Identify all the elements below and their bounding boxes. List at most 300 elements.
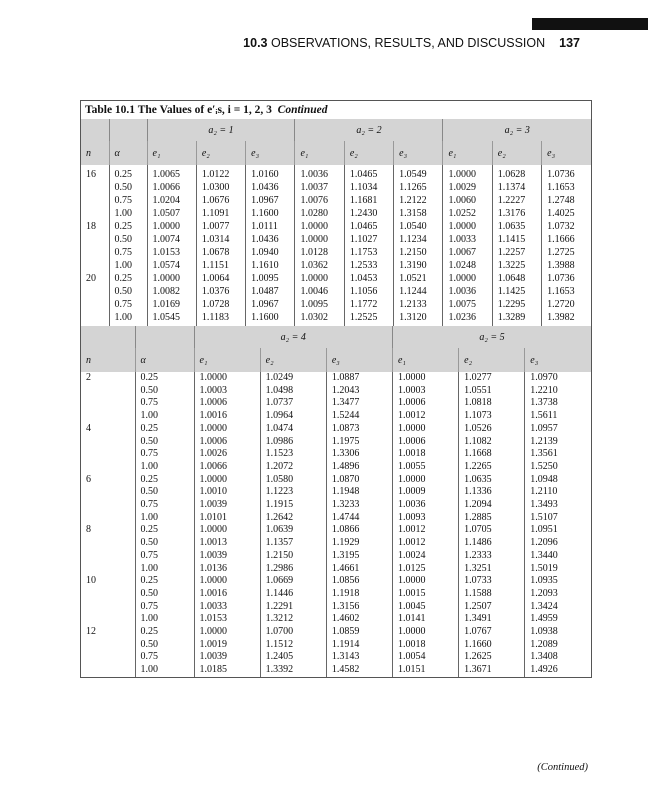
- cell-value: 1.0036: [443, 285, 492, 298]
- cell-value: 1.0075: [443, 298, 492, 311]
- cell-n: 4: [86, 422, 91, 434]
- cell-value: 1.0060: [443, 194, 492, 207]
- cell-alpha: 0.25: [135, 524, 194, 537]
- table-row: [81, 181, 591, 194]
- cell-value: 1.1512: [260, 639, 326, 652]
- cell-value: 1.5244: [326, 410, 392, 423]
- cell-value: 1.3306: [326, 448, 392, 461]
- table-row: [81, 246, 591, 259]
- cell-value: 1.0676: [196, 194, 245, 207]
- group-header: a₂ = 2: [295, 119, 443, 141]
- table-title: [81, 101, 591, 119]
- cell-alpha: 0.50: [135, 588, 194, 601]
- cell-value: 1.0054: [392, 651, 458, 664]
- column-header-e: e₃: [246, 141, 295, 165]
- cell-value: 1.2430: [344, 207, 393, 220]
- cell-value: 1.2725: [542, 246, 591, 259]
- table-row: [81, 397, 591, 410]
- cell-alpha: 0.75: [135, 499, 194, 512]
- cell-value: 1.3671: [459, 664, 525, 677]
- cell-value: 1.0526: [459, 423, 525, 436]
- cell-n: [81, 194, 109, 207]
- cell-value: 1.2405: [260, 651, 326, 664]
- cell-value: 1.2072: [260, 461, 326, 474]
- cell-value: 1.0521: [394, 272, 443, 285]
- table-row: [81, 410, 591, 423]
- cell-value: 1.0045: [392, 601, 458, 614]
- column-header-alpha: α: [135, 348, 194, 372]
- cell-alpha: 0.75: [135, 601, 194, 614]
- cell-value: 1.2986: [260, 563, 326, 576]
- cell-alpha: 0.75: [135, 448, 194, 461]
- cell-value: 1.0302: [295, 311, 344, 326]
- group-header-row: [81, 119, 591, 141]
- cell-value: 1.0436: [246, 181, 295, 194]
- table-row: [81, 285, 591, 298]
- table-row: [81, 575, 591, 588]
- cell-value: 1.0551: [459, 385, 525, 398]
- cell-value: 1.1915: [260, 499, 326, 512]
- cell-value: 1.0705: [459, 524, 525, 537]
- cell-value: 1.3156: [326, 601, 392, 614]
- cell-value: 1.1415: [492, 233, 541, 246]
- cell-value: 1.0000: [295, 272, 344, 285]
- cell-alpha: 1.00: [109, 311, 147, 326]
- cell-value: 1.0549: [394, 165, 443, 181]
- cell-alpha: 0.50: [135, 537, 194, 550]
- cell-value: 1.0574: [147, 259, 196, 272]
- cell-value: 1.0153: [147, 246, 196, 259]
- cell-value: 1.3212: [260, 613, 326, 626]
- table-row: [81, 499, 591, 512]
- cell-value: 1.3392: [260, 664, 326, 677]
- cell-value: 1.2094: [459, 499, 525, 512]
- cell-alpha: 0.50: [109, 233, 147, 246]
- cell-value: 1.0940: [246, 246, 295, 259]
- cell-value: 1.0000: [194, 524, 260, 537]
- cell-value: 1.0507: [147, 207, 196, 220]
- column-header-n: n: [81, 141, 109, 165]
- cell-alpha: 1.00: [135, 563, 194, 576]
- cell-value: 1.2133: [394, 298, 443, 311]
- cell-value: 1.0000: [443, 272, 492, 285]
- cell-alpha: 0.75: [109, 246, 147, 259]
- cell-value: 1.3225: [492, 259, 541, 272]
- cell-value: 1.0000: [147, 272, 196, 285]
- cell-value: 1.0474: [260, 423, 326, 436]
- cell-value: 1.2625: [459, 651, 525, 664]
- cell-n: [81, 563, 135, 576]
- cell-value: 1.0300: [196, 181, 245, 194]
- cell-value: 1.0635: [459, 474, 525, 487]
- table-row: [81, 259, 591, 272]
- cell-value: 1.2748: [542, 194, 591, 207]
- cell-value: 1.2139: [525, 436, 591, 449]
- cell-alpha: 0.75: [135, 651, 194, 664]
- cell-value: 1.1151: [196, 259, 245, 272]
- cell-value: 1.0737: [260, 397, 326, 410]
- cell-n: [81, 537, 135, 550]
- cell-value: 1.0000: [194, 626, 260, 639]
- cell-value: 1.0012: [392, 537, 458, 550]
- cell-value: 1.2720: [542, 298, 591, 311]
- cell-value: 1.4025: [542, 207, 591, 220]
- cell-value: 1.1772: [344, 298, 393, 311]
- cell-n: [81, 311, 109, 326]
- cell-value: 1.0280: [295, 207, 344, 220]
- cell-value: 1.0635: [492, 220, 541, 233]
- cell-value: 1.1357: [260, 537, 326, 550]
- table-row: [81, 486, 591, 499]
- cell-alpha: 0.75: [109, 298, 147, 311]
- table-frame: [80, 100, 592, 678]
- cell-value: 1.0141: [392, 613, 458, 626]
- cell-value: 1.3493: [525, 499, 591, 512]
- cell-alpha: 0.75: [135, 550, 194, 563]
- cell-value: 1.0732: [542, 220, 591, 233]
- cell-value: 1.4959: [525, 613, 591, 626]
- cell-value: 1.2525: [344, 311, 393, 326]
- cell-value: 1.1914: [326, 639, 392, 652]
- cell-value: 1.0101: [194, 512, 260, 525]
- cell-value: 1.1374: [492, 181, 541, 194]
- cell-n: 8: [86, 524, 91, 536]
- table-row: [81, 423, 591, 436]
- cell-value: 1.0465: [344, 220, 393, 233]
- table-row: [81, 233, 591, 246]
- cell-n: 10: [86, 575, 96, 587]
- cell-value: 1.0000: [194, 372, 260, 385]
- cell-value: 1.0067: [443, 246, 492, 259]
- cell-alpha: 1.00: [109, 207, 147, 220]
- cell-value: 1.1073: [459, 410, 525, 423]
- column-header-e: e₃: [525, 348, 591, 372]
- cell-alpha: 1.00: [135, 512, 194, 525]
- cell-value: 1.0006: [392, 397, 458, 410]
- table-row: [81, 220, 591, 233]
- cell-alpha: 0.75: [109, 194, 147, 207]
- cell-value: 1.0036: [392, 499, 458, 512]
- cell-value: 1.0082: [147, 285, 196, 298]
- cell-value: 1.2333: [459, 550, 525, 563]
- cell-alpha: 0.25: [135, 423, 194, 436]
- cell-value: 1.0033: [194, 601, 260, 614]
- cell-n: [81, 499, 135, 512]
- cell-value: 1.0873: [326, 423, 392, 436]
- cell-value: 1.0935: [525, 575, 591, 588]
- column-header-e: e₁: [443, 141, 492, 165]
- cell-value: 1.0000: [295, 233, 344, 246]
- cell-value: 1.0066: [194, 461, 260, 474]
- column-header-n: n: [81, 348, 135, 372]
- cell-value: 1.0074: [147, 233, 196, 246]
- cell-value: 1.0248: [443, 259, 492, 272]
- table-row: [81, 550, 591, 563]
- column-header-e: e₂: [196, 141, 245, 165]
- cell-alpha: 1.00: [135, 613, 194, 626]
- cell-value: 1.0019: [194, 639, 260, 652]
- cell-value: 1.3120: [394, 311, 443, 326]
- header-bar-decoration: [532, 18, 648, 30]
- cell-n: [81, 397, 135, 410]
- cell-alpha: 0.50: [135, 639, 194, 652]
- cell-value: 1.3561: [525, 448, 591, 461]
- cell-value: 1.4926: [525, 664, 591, 677]
- cell-value: 1.1668: [459, 448, 525, 461]
- continued-note: (Continued): [537, 762, 588, 773]
- cell-value: 1.0540: [394, 220, 443, 233]
- cell-value: 1.3982: [542, 311, 591, 326]
- blank-header: [81, 119, 109, 141]
- cell-value: 1.0036: [295, 165, 344, 181]
- cell-n: 16: [86, 169, 96, 180]
- cell-value: 1.2265: [459, 461, 525, 474]
- table-row: [81, 563, 591, 576]
- cell-n: [81, 259, 109, 272]
- cell-value: 1.1948: [326, 486, 392, 499]
- cell-value: 1.0236: [443, 311, 492, 326]
- cell-value: 1.3424: [525, 601, 591, 614]
- cell-value: 1.0185: [194, 664, 260, 677]
- cell-value: 1.0128: [295, 246, 344, 259]
- cell-value: 1.0000: [147, 220, 196, 233]
- cell-value: 1.3195: [326, 550, 392, 563]
- values-table-part1: [81, 119, 591, 326]
- cell-value: 1.0111: [246, 220, 295, 233]
- section-heading: [243, 36, 545, 50]
- cell-value: 1.0046: [295, 285, 344, 298]
- table-row: [81, 639, 591, 652]
- column-header-e: e₁: [295, 141, 344, 165]
- cell-value: 1.0204: [147, 194, 196, 207]
- cell-value: 1.0000: [194, 423, 260, 436]
- cell-value: 1.1034: [344, 181, 393, 194]
- cell-value: 1.1600: [246, 311, 295, 326]
- table-row: [81, 461, 591, 474]
- cell-value: 1.1666: [542, 233, 591, 246]
- cell-value: 1.0076: [295, 194, 344, 207]
- cell-value: 1.1446: [260, 588, 326, 601]
- group-header-row: [81, 326, 591, 348]
- cell-value: 1.0026: [194, 448, 260, 461]
- cell-alpha: 1.00: [135, 461, 194, 474]
- cell-value: 1.5611: [525, 410, 591, 423]
- cell-value: 1.0000: [194, 575, 260, 588]
- cell-value: 1.2110: [525, 486, 591, 499]
- table-row: [81, 165, 591, 181]
- column-header-e: e₂: [459, 348, 525, 372]
- cell-value: 1.0856: [326, 575, 392, 588]
- cell-value: 1.1056: [344, 285, 393, 298]
- cell-alpha: 0.25: [109, 220, 147, 233]
- cell-value: 1.0678: [196, 246, 245, 259]
- cell-n: [81, 298, 109, 311]
- cell-value: 1.0012: [392, 410, 458, 423]
- cell-value: 1.0033: [443, 233, 492, 246]
- table-title-main: Table 10.1 The Values of e′ᵢs, i = 1, 2, 3: [85, 104, 272, 116]
- cell-value: 1.2150: [394, 246, 443, 259]
- cell-value: 1.0003: [392, 385, 458, 398]
- values-table-part2: [81, 326, 591, 678]
- cell-n: [81, 207, 109, 220]
- cell-value: 1.0887: [326, 372, 392, 385]
- cell-value: 1.4896: [326, 461, 392, 474]
- cell-value: 1.3176: [492, 207, 541, 220]
- cell-value: 1.3158: [394, 207, 443, 220]
- cell-value: 1.0095: [295, 298, 344, 311]
- cell-value: 1.0249: [260, 372, 326, 385]
- table-row: [81, 311, 591, 326]
- cell-value: 1.1082: [459, 436, 525, 449]
- cell-value: 1.0967: [246, 298, 295, 311]
- table-title-continued: Continued: [277, 104, 328, 116]
- cell-value: 1.0967: [246, 194, 295, 207]
- cell-n: [81, 601, 135, 614]
- cell-value: 1.0010: [194, 486, 260, 499]
- table-row: [81, 372, 591, 385]
- cell-value: 1.3143: [326, 651, 392, 664]
- cell-value: 1.1929: [326, 537, 392, 550]
- blank-header: [81, 326, 135, 348]
- cell-value: 1.2533: [344, 259, 393, 272]
- cell-value: 1.2257: [492, 246, 541, 259]
- cell-value: 1.4582: [326, 664, 392, 677]
- cell-n: [81, 181, 109, 194]
- cell-value: 1.0093: [392, 512, 458, 525]
- page-number: 137: [559, 36, 580, 50]
- cell-value: 1.5250: [525, 461, 591, 474]
- table-body: [81, 372, 591, 677]
- cell-value: 1.1653: [542, 181, 591, 194]
- cell-value: 1.0000: [392, 474, 458, 487]
- cell-value: 1.0866: [326, 524, 392, 537]
- cell-value: 1.1653: [542, 285, 591, 298]
- table-row: [81, 613, 591, 626]
- cell-value: 1.0498: [260, 385, 326, 398]
- cell-value: 1.1600: [246, 207, 295, 220]
- cell-alpha: 0.50: [135, 436, 194, 449]
- cell-alpha: 0.25: [135, 474, 194, 487]
- cell-value: 1.0024: [392, 550, 458, 563]
- cell-value: 1.0957: [525, 423, 591, 436]
- cell-value: 1.0151: [392, 664, 458, 677]
- cell-value: 1.1486: [459, 537, 525, 550]
- cell-value: 1.0465: [344, 165, 393, 181]
- cell-alpha: 0.75: [135, 397, 194, 410]
- column-header-alpha: α: [109, 141, 147, 165]
- cell-value: 1.2043: [326, 385, 392, 398]
- section-number: 10.3: [243, 36, 268, 50]
- cell-value: 1.3988: [542, 259, 591, 272]
- cell-value: 1.2096: [525, 537, 591, 550]
- cell-value: 1.3289: [492, 311, 541, 326]
- cell-n: [81, 246, 109, 259]
- cell-value: 1.1753: [344, 246, 393, 259]
- cell-value: 1.1336: [459, 486, 525, 499]
- table-row: [81, 651, 591, 664]
- cell-value: 1.1610: [246, 259, 295, 272]
- cell-n: [81, 512, 135, 525]
- table-row: [81, 524, 591, 537]
- cell-value: 1.0545: [147, 311, 196, 326]
- cell-value: 1.3233: [326, 499, 392, 512]
- cell-value: 1.0859: [326, 626, 392, 639]
- cell-value: 1.0733: [459, 575, 525, 588]
- cell-value: 1.2885: [459, 512, 525, 525]
- cell-value: 1.4661: [326, 563, 392, 576]
- cell-alpha: 0.50: [135, 385, 194, 398]
- cell-value: 1.0252: [443, 207, 492, 220]
- cell-alpha: 1.00: [109, 259, 147, 272]
- cell-value: 1.2227: [492, 194, 541, 207]
- cell-value: 1.0066: [147, 181, 196, 194]
- cell-value: 1.0453: [344, 272, 393, 285]
- group-header: a₂ = 4: [194, 326, 392, 348]
- cell-value: 1.0013: [194, 537, 260, 550]
- cell-value: 1.0018: [392, 448, 458, 461]
- cell-value: 1.0362: [295, 259, 344, 272]
- table-row: [81, 207, 591, 220]
- cell-alpha: 0.25: [135, 372, 194, 385]
- cell-value: 1.1681: [344, 194, 393, 207]
- cell-value: 1.0818: [459, 397, 525, 410]
- cell-value: 1.0700: [260, 626, 326, 639]
- cell-value: 1.0648: [492, 272, 541, 285]
- cell-value: 1.0006: [194, 436, 260, 449]
- cell-value: 1.1265: [394, 181, 443, 194]
- cell-n: 6: [86, 473, 91, 485]
- cell-value: 1.0970: [525, 372, 591, 385]
- cell-value: 1.0767: [459, 626, 525, 639]
- cell-value: 1.0580: [260, 474, 326, 487]
- cell-value: 1.0003: [194, 385, 260, 398]
- cell-value: 1.1183: [196, 311, 245, 326]
- cell-n: [81, 461, 135, 474]
- cell-value: 1.1975: [326, 436, 392, 449]
- cell-value: 1.0000: [194, 474, 260, 487]
- cell-value: 1.2295: [492, 298, 541, 311]
- table-row: [81, 436, 591, 449]
- cell-value: 1.1244: [394, 285, 443, 298]
- cell-value: 1.0064: [196, 272, 245, 285]
- cell-value: 1.0006: [392, 436, 458, 449]
- cell-n: [81, 639, 135, 652]
- table-row: [81, 588, 591, 601]
- cell-value: 1.5107: [525, 512, 591, 525]
- cell-value: 1.0018: [392, 639, 458, 652]
- cell-value: 1.0000: [443, 220, 492, 233]
- table-row: [81, 512, 591, 525]
- cell-value: 1.0277: [459, 372, 525, 385]
- cell-value: 1.2642: [260, 512, 326, 525]
- cell-alpha: 0.25: [109, 272, 147, 285]
- column-header-row: [81, 141, 591, 165]
- column-header-e: e₁: [392, 348, 458, 372]
- cell-value: 1.0077: [196, 220, 245, 233]
- cell-value: 1.1425: [492, 285, 541, 298]
- cell-value: 1.3251: [459, 563, 525, 576]
- cell-n: [81, 550, 135, 563]
- section-title: OBSERVATIONS, RESULTS, AND DISCUSSION: [271, 36, 546, 50]
- cell-value: 1.0016: [194, 588, 260, 601]
- cell-value: 1.0000: [392, 626, 458, 639]
- cell-value: 1.0669: [260, 575, 326, 588]
- column-header-row: [81, 348, 591, 372]
- cell-value: 1.2291: [260, 601, 326, 614]
- cell-value: 1.0125: [392, 563, 458, 576]
- cell-value: 1.0986: [260, 436, 326, 449]
- cell-value: 1.1027: [344, 233, 393, 246]
